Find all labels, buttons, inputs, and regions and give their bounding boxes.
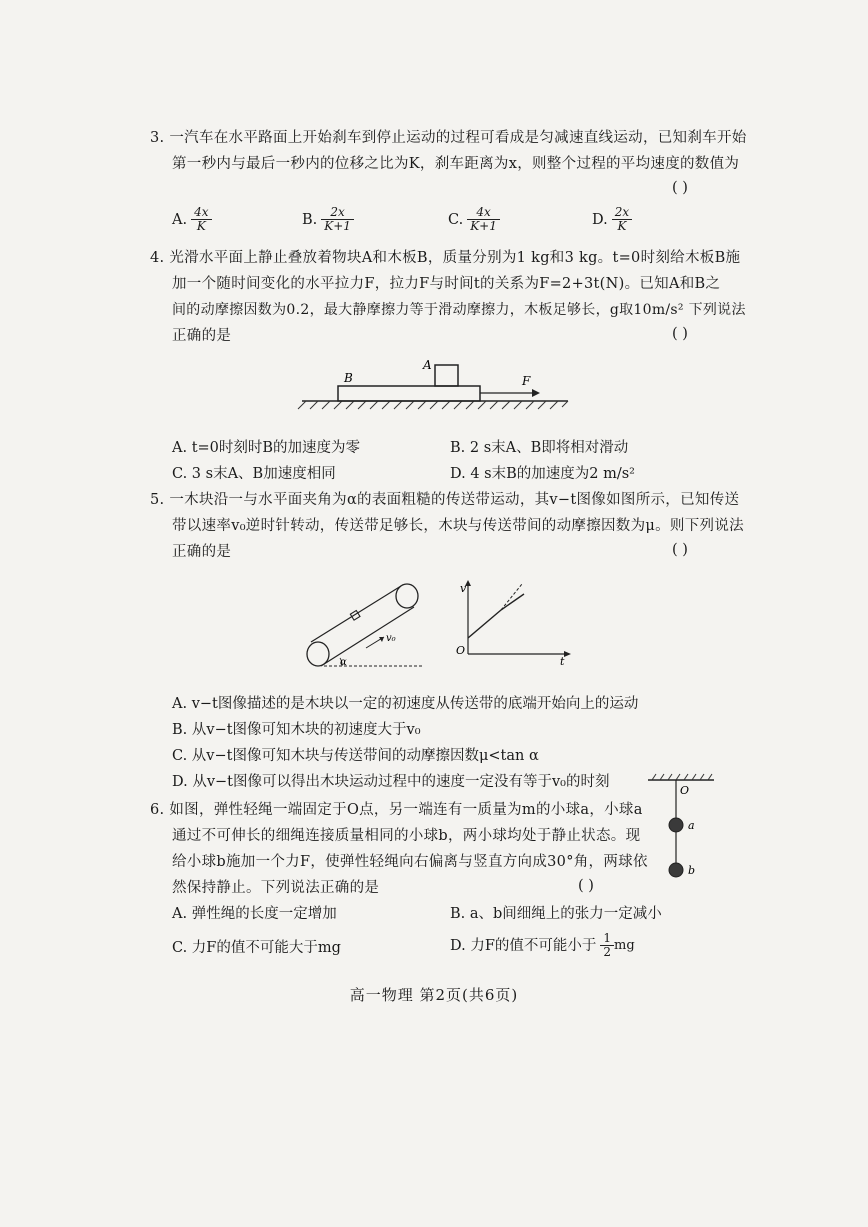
q6-option-a: A. 弹性绳的长度一定增加 bbox=[172, 906, 337, 922]
q6-line2: 通过不可伸长的细绳连接质量相同的小球b，两小球均处于静止状态。现 bbox=[172, 828, 641, 844]
board-b bbox=[338, 386, 480, 401]
q4-answer-paren: ( ) bbox=[672, 326, 688, 342]
q5-answer-paren: ( ) bbox=[672, 542, 688, 558]
q5-option-d: D. 从v−t图像可以得出木块运动过程中的速度一定没有等于v₀的时刻 bbox=[172, 774, 610, 790]
point-o-label: O bbox=[680, 784, 690, 797]
q4-option-d: D. 4 s末B的加速度为2 m/s² bbox=[450, 466, 635, 482]
q5-option-a: A. v−t图像描述的是木块以一定的初速度从传送带的底端开始向上的运动 bbox=[172, 696, 639, 712]
origin-label: O bbox=[456, 644, 466, 657]
q5-option-c: C. 从v−t图像可知木块与传送带间的动摩擦因数μ<tan α bbox=[172, 748, 539, 764]
axis-v-label: v bbox=[460, 582, 467, 595]
bottom-roller bbox=[307, 642, 329, 666]
q6-answer-paren: ( ) bbox=[578, 878, 594, 894]
q6-line4: 然保持静止。下列说法正确的是 bbox=[172, 880, 380, 896]
q6-option-c: C. 力F的值不可能大于mg bbox=[172, 940, 341, 956]
q6-hanging-balls-figure bbox=[646, 772, 726, 882]
q3-option-a: A. $\frac{4x}{K}$ bbox=[172, 206, 212, 233]
q4-option-a: A. t=0时刻时B的加速度为零 bbox=[172, 440, 361, 456]
q5-option-b: B. 从v−t图像可知木块的初速度大于v₀ bbox=[172, 722, 421, 738]
label-a: A bbox=[423, 358, 432, 372]
q5-line2: 带以速率v₀逆时针转动，传送带足够长，木块与传送带间的动摩擦因数为μ。则下列说法 bbox=[172, 518, 744, 534]
q4-line4: 正确的是 bbox=[172, 328, 232, 344]
page-footer: 高一物理 第2页(共6页) bbox=[349, 986, 519, 1004]
ball-b bbox=[669, 863, 683, 877]
q4-line3: 间的动摩擦因数为0.2，最大静摩擦力等于滑动摩擦力，木板足够长，g取10m/s² 下列说法 bbox=[172, 302, 746, 318]
ball-a-label: a bbox=[688, 819, 695, 832]
angle-alpha-label: α bbox=[340, 657, 347, 668]
q5-vt-graph bbox=[448, 580, 578, 666]
q5-line3: 正确的是 bbox=[172, 544, 232, 560]
q3-answer-paren: ( ) bbox=[672, 180, 688, 196]
vt-segment-1 bbox=[468, 610, 501, 638]
q6-option-d: D. 力F的值不可能小于 $\frac{1}{2}$ mg bbox=[450, 931, 635, 959]
q3-option-d: D. $\frac{2x}{K}$ bbox=[592, 206, 632, 233]
q6-line3: 给小球b施加一个力F，使弹性轻绳向右偏离与竖直方向成30°角，两球依 bbox=[172, 854, 648, 870]
q3-line1: 3. 一汽车在水平路面上开始刹车到停止运动的过程可看成是匀减速直线运动，已知刹车开始 bbox=[150, 130, 747, 146]
q3-option-b: B. $\frac{2x}{K+1}$ bbox=[302, 206, 354, 233]
q6-line1: 6. 如图，弹性轻绳一端固定于O点，另一端连有一质量为m的小球a，小球a bbox=[150, 802, 643, 818]
q6-option-b: B. a、b间细绳上的张力一定减小 bbox=[450, 906, 662, 922]
q4-line2: 加一个随时间变化的水平拉力F，拉力F与时间t的关系为F=2+3t(N)。已知A和B之 bbox=[172, 276, 721, 292]
q3-option-c: C. $\frac{4x}{K+1}$ bbox=[448, 206, 500, 233]
ball-b-label: b bbox=[688, 864, 696, 877]
q4-option-c: C. 3 s末A、B加速度相同 bbox=[172, 466, 336, 482]
top-roller bbox=[396, 584, 418, 608]
q5-line1: 5. 一木块沿一与水平面夹角为α的表面粗糙的传送带运动，其v−t图像如图所示，已知传送 bbox=[150, 492, 740, 508]
q4-line1: 4. 光滑水平面上静止叠放着物块A和木板B，质量分别为1 kg和3 kg。t=0时刻给木板B施 bbox=[150, 250, 741, 266]
label-b: B bbox=[344, 371, 353, 385]
q4-block-board-figure bbox=[296, 356, 576, 412]
ball-a bbox=[669, 818, 683, 832]
q3-line2: 第一秒内与最后一秒内的位移之比为K，刹车距离为x，则整个过程的平均速度的数值为 bbox=[172, 156, 740, 172]
label-f: F bbox=[522, 374, 531, 388]
q5-conveyor-figure bbox=[296, 576, 446, 676]
q4-option-b: B. 2 s末A、B即将相对滑动 bbox=[450, 440, 629, 456]
block-a bbox=[435, 365, 458, 386]
axis-t-label: t bbox=[560, 655, 565, 666]
v0-label: v₀ bbox=[386, 633, 396, 644]
